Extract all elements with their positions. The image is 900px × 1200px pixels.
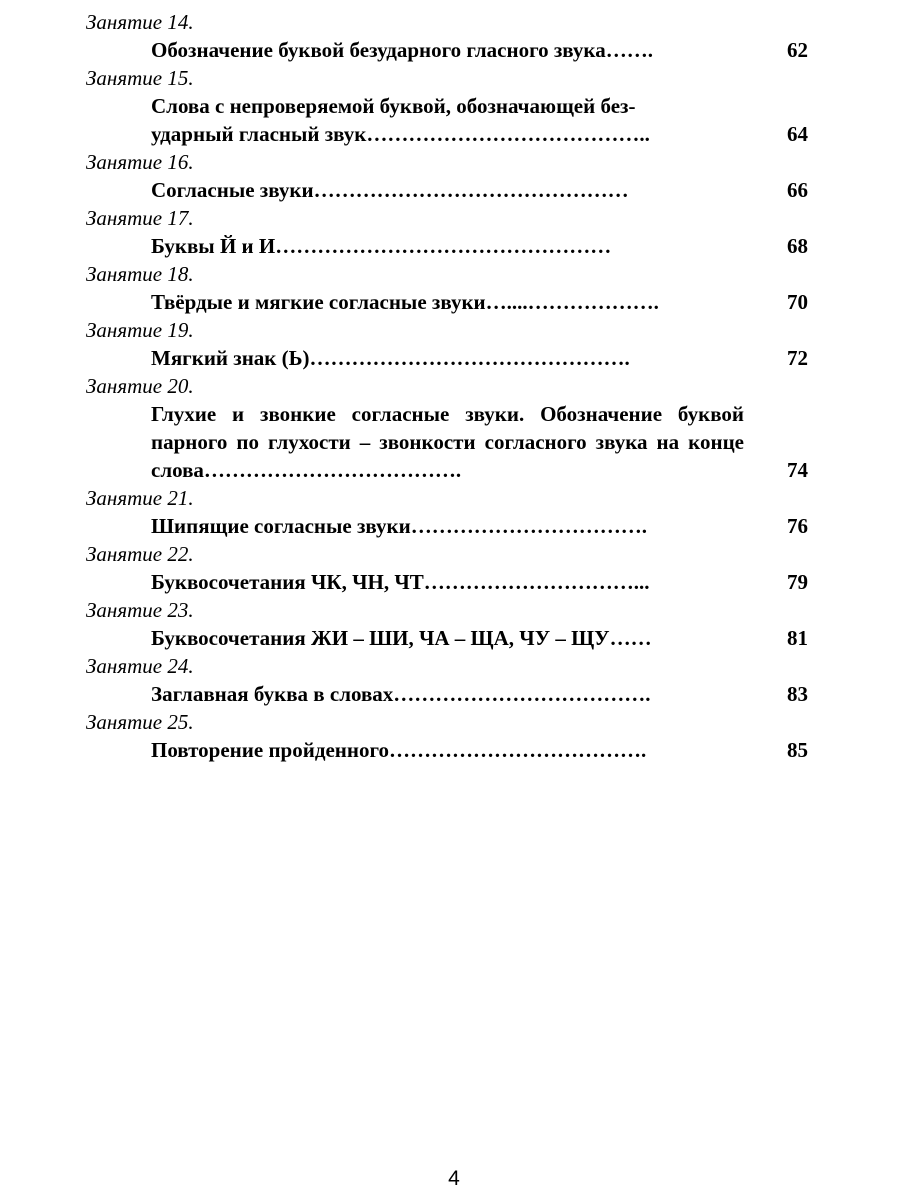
lesson-title: Согласные звуки………………………………………	[151, 178, 629, 202]
lesson-title: Буквосочетания ЧК, ЧН, ЧТ…………………………...	[151, 570, 650, 594]
toc-entry-lesson-24	[86, 652, 816, 708]
toc-entry-lesson-21	[86, 484, 816, 540]
page-reference: 76	[787, 514, 808, 538]
lesson-number: Занятие 19.	[86, 318, 194, 342]
page-number: 4	[448, 1167, 460, 1190]
lesson-number: Занятие 16.	[86, 150, 194, 174]
page-reference: 83	[787, 682, 808, 706]
lesson-title: Буквы Й и И…………………………………………	[151, 234, 612, 258]
lesson-title: Буквосочетания ЖИ – ШИ, ЧА – ЩА, ЧУ – ЩУ……	[151, 626, 652, 650]
toc-row	[86, 288, 816, 316]
toc-entry-lesson-25	[86, 708, 816, 764]
toc-row	[86, 92, 816, 148]
toc-row	[86, 680, 816, 708]
lesson-number: Занятие 14.	[86, 10, 194, 34]
lesson-number: Занятие 24.	[86, 654, 194, 678]
toc-row	[86, 176, 816, 204]
lesson-number: Занятие 15.	[86, 66, 194, 90]
toc-row	[86, 36, 816, 64]
toc-row	[86, 568, 816, 596]
page-reference: 68	[787, 234, 808, 258]
toc-entry-lesson-14	[86, 8, 816, 64]
table-of-contents	[86, 8, 816, 764]
lesson-title: Слова с непроверяемой буквой, обозначающей без- ударный гласный звук…………………………………..	[151, 94, 650, 146]
lesson-title: Твёрдые и мягкие согласные звуки…....……………….	[151, 290, 659, 314]
lesson-title: Повторение пройденного……………………………….	[151, 738, 647, 762]
page-reference: 70	[787, 290, 808, 314]
lesson-title: Глухие и звонкие согласные звуки. Обозначение буквой парного по глухости – звонкости согласного звука на конце слова……………………………….	[151, 402, 744, 482]
lesson-number: Занятие 21.	[86, 486, 194, 510]
toc-entry-lesson-18	[86, 260, 816, 316]
lesson-title: Шипящие согласные звуки…………………………….	[151, 514, 647, 538]
page-reference: 79	[787, 570, 808, 594]
page-reference: 74	[787, 458, 808, 482]
page-reference: 72	[787, 346, 808, 370]
page-reference: 62	[787, 38, 808, 62]
toc-entry-lesson-16	[86, 148, 816, 204]
toc-row	[86, 232, 816, 260]
lesson-number: Занятие 20.	[86, 374, 194, 398]
toc-row	[86, 512, 816, 540]
toc-row	[86, 736, 816, 764]
lesson-number: Занятие 17.	[86, 206, 194, 230]
toc-entry-lesson-22	[86, 540, 816, 596]
lesson-title: Мягкий знак (Ь)……………………………………….	[151, 346, 630, 370]
lesson-number: Занятие 23.	[86, 598, 194, 622]
lesson-title: Заглавная буква в словах……………………………….	[151, 682, 651, 706]
toc-entry-lesson-23	[86, 596, 816, 652]
lesson-title: Обозначение буквой безударного гласного звука…….	[151, 38, 653, 62]
toc-row	[86, 400, 816, 484]
toc-entry-lesson-19	[86, 316, 816, 372]
toc-row	[86, 344, 816, 372]
toc-entry-lesson-17	[86, 204, 816, 260]
toc-entry-lesson-15	[86, 64, 816, 148]
toc-row	[86, 624, 816, 652]
page-reference: 66	[787, 178, 808, 202]
page-reference: 81	[787, 626, 808, 650]
toc-entry-lesson-20	[86, 372, 816, 484]
lesson-number: Занятие 25.	[86, 710, 194, 734]
lesson-number: Занятие 18.	[86, 262, 194, 286]
page-reference: 64	[787, 122, 808, 146]
lesson-number: Занятие 22.	[86, 542, 194, 566]
page-reference: 85	[787, 738, 808, 762]
